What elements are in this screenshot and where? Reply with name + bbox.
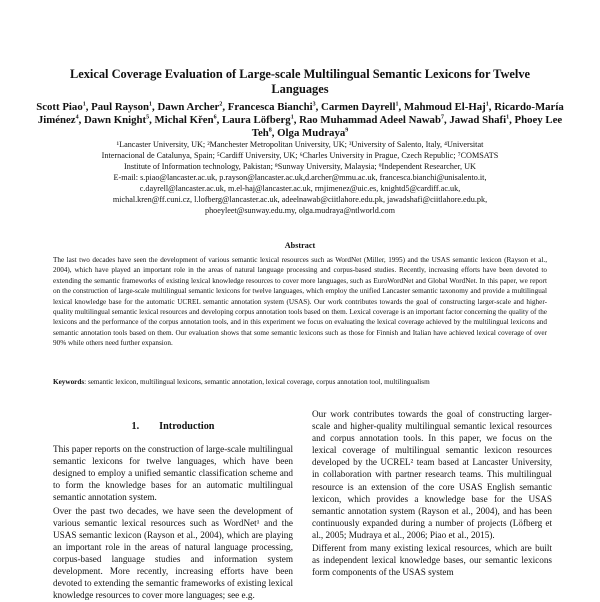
author-name: Jawad Shafi xyxy=(449,113,507,126)
affiliation-line: Internacional de Catalunya, Spain; ⁵Cardiff University, UK; ⁶Charles University in Prague, Czech Republic; ⁷COMSATS xyxy=(101,151,499,160)
author-affiliation-marker: 7 xyxy=(440,114,444,121)
email-line: c.dayrell@lancaster.ac.uk, m.el-haj@lancaster.ac.uk, rmjimenez@uic.es, knightd5@cardiff.ac.uk, xyxy=(139,184,461,193)
affiliations xyxy=(22,139,578,216)
author-affiliation-marker: 8 xyxy=(268,127,272,133)
author-affiliation-marker: 1 xyxy=(485,101,489,108)
email-line: E-mail: s.piao@lancaster.ac.uk, p.rayson@lancaster.ac.uk,d.archer@mmu.ac.uk, francesca.bianchi@unisalento.it, xyxy=(113,173,487,182)
email-line: phoeyleet@sunway.edu.my, olga.mudraya@ntlworld.com xyxy=(204,206,395,215)
author-affiliation-marker: 1 xyxy=(290,114,294,121)
author-name: Ricardo-María Jiménez xyxy=(37,101,564,126)
abstract-text: The last two decades have seen the development of various semantic lexical resources such as WordNet (Miller, 1995) and the USAS semantic lexicon (Rayson et al., 2004), which have played an important role in the areas of natural language processing and corpus-based studies. Recently, increasing efforts have been devoted to extending the semantic frameworks of existing lexical knowledge resources to cover more languages, such as EuroWordNet and Global WordNet. In this paper, we report on the construction of large-scale multilingual semantic lexicons for twelve languages, which employ the unified Lancaster semantic taxonomy and provide a multilingual lexical knowledge base for the automatic UCREL semantic annotation system (USAS). Our work contributes towards the goal of constructing larger-scale and higher-quality multilingual semantic lexical resources and developing corpus annotation tools based on them. Lexical coverage is an important factor concerning the quality of the lexicons and the performance of the corpus annotation tools, and in this experiment we focus on evaluating the lexical coverage achieved by the multilingual lexicons and semantic annotation tools based on them. Our evaluation shows that some semantic lexicons such as those for Finnish and Italian have achieved lexical coverage of over 90% while others need further expansion. xyxy=(53,256,547,348)
author-affiliation-marker: 3 xyxy=(312,101,316,108)
author-affiliation-marker: 1 xyxy=(82,101,86,108)
author-name: Paul Rayson xyxy=(91,101,150,113)
author-name: Francesca Bianchi xyxy=(227,101,313,113)
affiliation-line: ¹Lancaster University, UK; ²Manchester Metropolitan University, UK; ³University of Salento, Italy, ⁴Universitat xyxy=(116,140,484,149)
author-affiliation-marker: 5 xyxy=(146,114,150,121)
author-affiliation-marker: 9 xyxy=(345,127,349,133)
body-paragraph: This paper reports on the construction of large-scale multilingual semantic lexicons for twelve languages, which have been designed to employ a unified semantic classification scheme and to form the knowledge bases for an automatic multilingual semantic annotation system. xyxy=(53,444,293,503)
author-name: Laura Löfberg xyxy=(222,113,291,126)
section-heading xyxy=(53,421,293,433)
paper-title: Lexical Coverage Evaluation of Large-scale Multilingual Semantic Lexicons for Twelve Languages xyxy=(69,67,531,96)
author-affiliation-marker: 1 xyxy=(395,101,399,108)
email-line: michal.kren@ff.cuni.cz, l.lofberg@lancaster.ac.uk, adeelnawab@ciitlahore.edu.pk, jawadshafi@ciitlahore.edu.pk, xyxy=(112,195,488,204)
author-list: Scott Piao$^1$, Paul Rayson$^1$, Dawn Archer$^2$, Francesca Bianchi$^3$, Carmen Dayrell$^1$, Mahmoud El-Haj$^1$, Ricardo-María Jiménez$^4$, Dawn Knight$^5$, Michal Křen$^6$, Laura Löfberg$^1$, Rao Muhammad Adeel Nawab$^7$, Jawad Shafi$^1$, Phoey Lee Teh$^8$, Olga Mudraya$^9$ xyxy=(36,101,564,139)
author-name: Dawn Archer xyxy=(157,101,220,113)
author-name: Olga Mudraya xyxy=(277,126,346,139)
author-name: Scott Piao xyxy=(36,101,83,113)
author-affiliation-marker: 2 xyxy=(219,101,223,108)
body-paragraph: Over the past two decades, we have seen the development of various semantic lexical resources such as WordNet¹ and the USAS semantic lexicon (Rayson et al., 2004), which are playing an important role in the areas of natural language processing, corpus-based language studies and information system development. More recently, increasing efforts have been devoted to extending the semantic frameworks of existing lexical knowledge resources to cover more languages; see e.g. xyxy=(53,505,293,601)
author-affiliation-marker: 1 xyxy=(506,114,510,121)
keywords-label: Keywords xyxy=(53,378,85,386)
right-column xyxy=(312,408,552,579)
author-name: Carmen Dayrell xyxy=(321,101,396,113)
abstract-heading: Abstract xyxy=(284,241,316,250)
body-paragraph: Different from many existing lexical resources, which are built as independent lexical knowledge bases, our semantic lexicons form components of the USAS system xyxy=(312,543,552,578)
author-name: Phoey Lee Teh xyxy=(251,113,563,139)
author-name: Mahmoud El-Haj xyxy=(403,101,486,113)
keywords-text: : semantic lexicon, multilingual lexicons, semantic annotation, lexical coverage, corpus annotation tool, multilingualism xyxy=(84,378,430,386)
author-affiliation-marker: 4 xyxy=(75,114,79,121)
author-affiliation-marker: 1 xyxy=(149,101,153,108)
section-title: Introduction xyxy=(159,421,215,432)
affiliation-line: Institute of Information technology, Pakistan; ⁸Sunway University, Malaysia; ⁹Independent Researcher, UK xyxy=(124,162,476,171)
author-name: Dawn Knight xyxy=(84,113,147,126)
author-name: Michal Křen xyxy=(154,113,214,126)
body-paragraph: Our work contributes towards the goal of constructing larger-scale and higher-quality multilingual semantic lexical resources and corpus annotation tools. In this paper, we focus on the lexical coverage of multilingual semantic lexicon resources developed by the UCREL² team based at Lancaster University, in collaboration with partner research teams. This multilingual resource is an extension of the core USAS English semantic lexicon, which provides a knowledge base for the USAS semantic annotation system (Rayson et al., 2004), and has been continuously expanded during a number of projects (Löfberg et al., 2005; Mudraya et al., 2006; Piao et al., 2015). xyxy=(312,409,552,540)
author-name: Rao Muhammad Adeel Nawab xyxy=(299,113,441,126)
keywords xyxy=(53,377,547,387)
left-column xyxy=(53,412,293,602)
section-number: 1. xyxy=(131,421,140,432)
author-affiliation-marker: 6 xyxy=(213,114,217,121)
